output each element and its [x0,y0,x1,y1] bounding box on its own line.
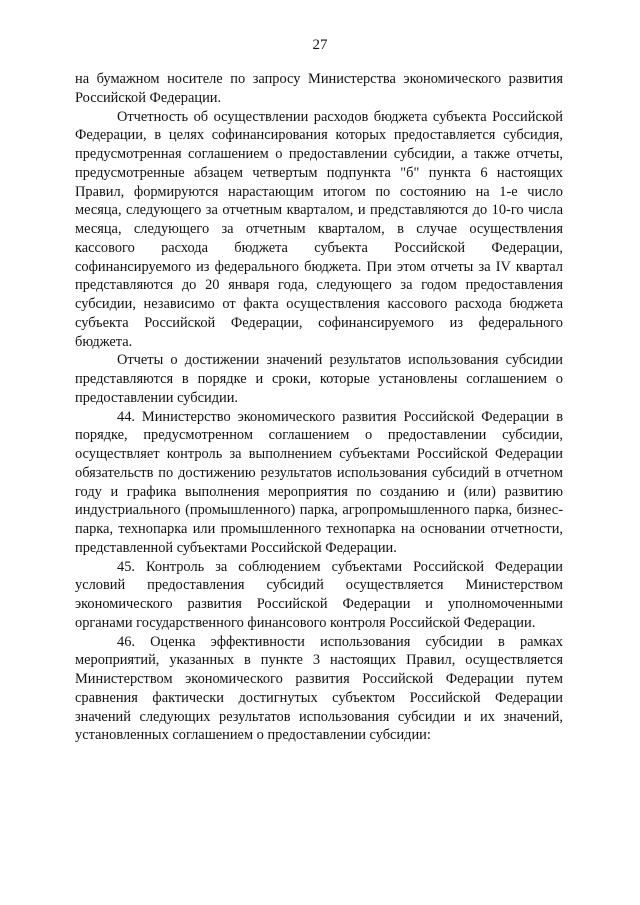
document-body [75,70,563,745]
paragraph-reporting: Отчетность об осуществлении расходов бюджета субъекта Российской Федерации, в целях софинансирования которых предоставляется субсидия, предусмотренная соглашением о предоставлении субсидии, а также отчеты, предусмотренные абзацем четвертым подпункта "б" пункта 6 настоящих Правил, формируются нарастающим итогом по состоянию на 1-е число месяца, следующего за отчетным кварталом, и представляются до 10-го числа месяца, следующего за отчетным кварталом, в случае осуществления кассового расхода бюджета субъекта Российской Федерации, софинансируемого из федерального бюджета. При этом отчеты за IV квартал представляются до 20 января года, следующего за годом предоставления субсидии, независимо от факта осуществления кассового расхода бюджета субъекта Российской Федерации, софинансируемого из федерального бюджета. [75,108,563,350]
paragraph-item-45: 45. Контроль за соблюдением субъектами Российской Федерации условий предоставления субсидий осуществляется Министерством экономического развития Российской Федерации и уполномоченными органами государственного финансового контроля Российской Федерации. [75,558,563,631]
paragraph-item-44: 44. Министерство экономического развития Российской Федерации в порядке, предусмотренном соглашением о предоставлении субсидии, осуществляет контроль за выполнением субъектами Российской Федерации обязательств по достижению результатов использования субсидий в отчетном году и графика выполнения мероприятия по созданию и (или) развитию индустриального (промышленного) парка, агропромышленного парка, бизнес-парка, технопарка или промышленного технопарка на основании отчетности, представленной субъектами Российской Федерации. [75,408,563,556]
paragraph-item-46: 46. Оценка эффективности использования субсидии в рамках мероприятий, указанных в пункте 3 настоящих Правил, осуществляется Министерством экономического развития Российской Федерации путем сравнения фактически достигнутых субъектом Российской Федерации значений следующих результатов использования субсидии и их значений, установленных соглашением о предоставлении субсидии: [75,633,563,744]
paragraph-continuation: на бумажном носителе по запросу Министерства экономического развития Российской Федерации. [75,71,563,106]
page-number: 27 [312,37,328,53]
paragraph-results-reports: Отчеты о достижении значений результатов использования субсидии представляются в порядке и сроки, которые установлены соглашением о предоставлении субсидии. [75,352,563,406]
